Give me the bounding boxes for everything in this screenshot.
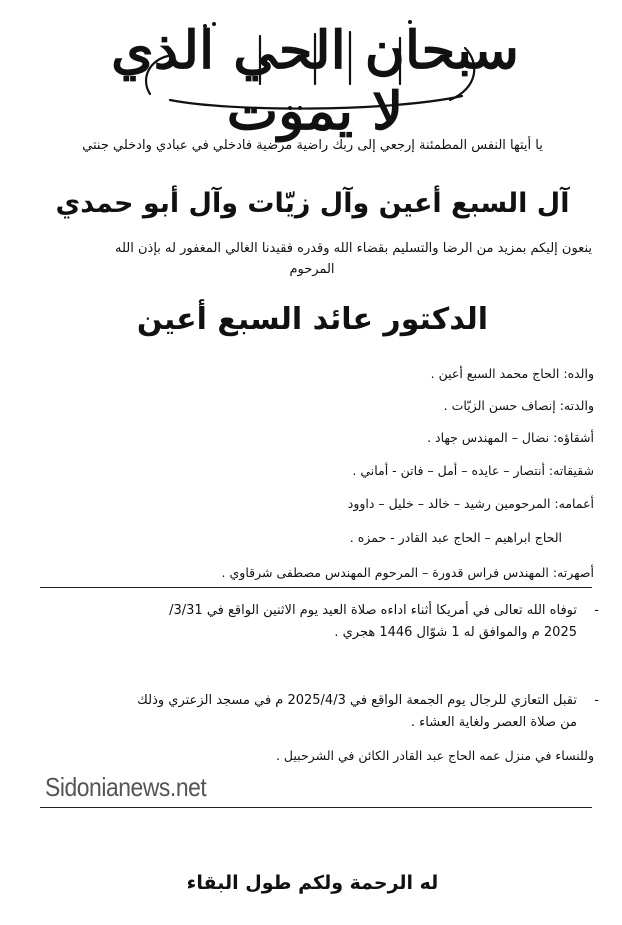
deceased-name: الدكتور عائد السبع أعين [136, 302, 489, 337]
calligraphy-text: سبحان الحي الذي لا يموت [111, 20, 519, 142]
relative-brothers: أشقاؤه: نضال – المهندس جهاد . [427, 430, 594, 445]
closing-phrase: له الرحمة ولكم طول البقاء [186, 872, 439, 894]
announcement [32, 238, 592, 280]
relative-uncles-line-2: الحاج ابراهيم – الحاج عبد القادر - حمزه . [349, 530, 562, 545]
condolences-women: وللنساء في منزل عمه الحاج عبد القادر الكائن في الشرحبيل . [275, 748, 594, 763]
condolences-men [37, 690, 599, 734]
announcement-line-1: ينعون إليكم بمزيد من الرضا والتسليم بقضاء الله وقدره فقيدنا الغالي المغفور له بإذن الله [115, 241, 592, 256]
watermark-logo: Sidonianews.net [45, 772, 207, 802]
death-notice [37, 600, 599, 644]
condolences-line-1: تقبل التعازي للرجال يوم الجمعة الواقع في 2025/4/3 م في مسجد الزعتري وذلك [137, 693, 577, 708]
relative-father: والده: الحاج محمد السبع أعين . [430, 366, 594, 381]
relative-uncles-line-1: أعمامه: المرحومين رشيد – خالد – خليل – داوود [347, 496, 594, 511]
relative-mother: والدته: إنصاف حسن الزيّات . [443, 398, 594, 413]
announcement-line-2: المرحوم [289, 262, 335, 277]
families-heading: آل السبع أعين وآل زيّات وآل أبو حمدي [55, 188, 570, 219]
divider-top [40, 587, 592, 588]
divider-bottom [40, 807, 592, 808]
death-notice-line-2: 2025 م والموافق له 1 شوّال 1446 هجري . [334, 625, 577, 640]
death-notice-line-1: توفاه الله تعالى في أمريكا أثناء اداءه صلاة العيد يوم الاثنين الواقع في 3/31/ [169, 603, 577, 618]
condolences-line-2: من صلاة العصر ولغاية العشاء . [410, 715, 577, 730]
relative-in-laws: أصهرته: المهندس فراس قدورة – المرحوم المهندس مصطفى شرقاوي . [221, 565, 594, 580]
quran-verse: يا أيتها النفس المطمئنة إرجعي إلى ربك راضية مرضية فادخلي في عبادي وادخلي جنتي [82, 138, 543, 153]
bullet-dash: - [594, 693, 599, 708]
relative-sisters: شقيقاته: أنتصار – عايده – أمل – فاتن - أماني . [352, 463, 594, 478]
bullet-dash: - [594, 603, 599, 618]
calligraphy-header [110, 8, 520, 142]
